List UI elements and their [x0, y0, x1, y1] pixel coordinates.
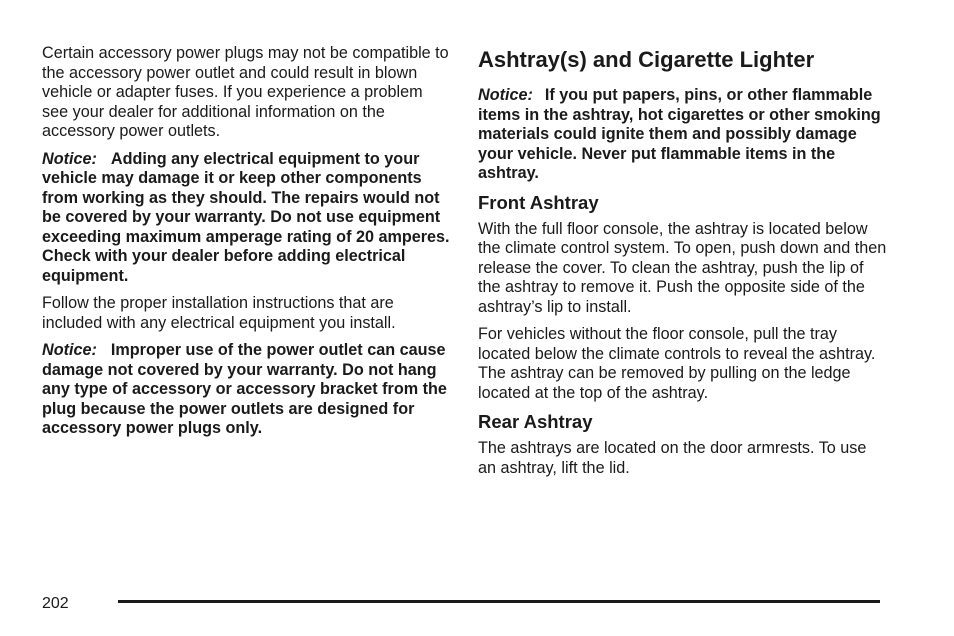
right-column [478, 44, 888, 486]
notice-label: Notice: [42, 149, 97, 168]
notice-ashtray-flammables [478, 86, 888, 184]
section-title: Ashtray(s) and Cigarette Lighter [478, 47, 815, 72]
paragraph-power-plug-compatibility: Certain accessory power plugs may not be compatible to the accessory power outlet and could result in blown vehicle or adapter fuses. If you experience a problem see your dealer for additional information on the accessory power outlets. [42, 44, 449, 140]
paragraph-installation-instructions: Follow the proper installation instructions that are included with any electrical equipment you install. [42, 294, 396, 332]
notice-electrical-equipment [42, 150, 452, 287]
notice-text: Improper use of the power outlet can cause damage not covered by your warranty. Do not hang any type of accessory or accessory bracket from the plug because the power outlets are designed for accessory power plugs only. [42, 341, 447, 437]
left-column [42, 44, 452, 447]
footer-rule [118, 600, 880, 603]
subheading-front-ashtray: Front Ashtray [478, 191, 599, 213]
notice-power-outlet-use [42, 341, 452, 439]
paragraph-front-ashtray-console: With the full floor console, the ashtray is located below the climate control system. To open, push down and then release the cover. To clean the ashtray, push the lip of the ashtray to remove it. Push the opposite side of the ashtray’s lip to install. [478, 219, 887, 316]
page-number: 202 [42, 595, 69, 612]
subheading-rear-ashtray: Rear Ashtray [478, 411, 593, 432]
notice-text: If you put papers, pins, or other flammable items in the ashtray, hot cigarettes or other smoking materials could ignite them and possibly damage your vehicle. Never put flammable items in the ashtray. [478, 86, 881, 182]
notice-label: Notice: [478, 86, 533, 104]
paragraph-rear-ashtray: The ashtrays are located on the door armrests. To use an ashtray, lift the lid. [478, 439, 867, 477]
notice-text: Adding any electrical equipment to your vehicle may damage it or keep other components from working as they should. The repairs would not be covered by your warranty. Do not use equipment exceeding maximum amperage rating of 20 amperes. Check with your dealer before adding electrical equipment. [42, 149, 450, 285]
notice-label: Notice: [42, 341, 97, 359]
paragraph-front-ashtray-no-console: For vehicles without the floor console, pull the tray located below the climate controls to reveal the ashtray. The ashtray can be removed by pulling on the ledge located at the top of the ashtray. [478, 325, 876, 402]
